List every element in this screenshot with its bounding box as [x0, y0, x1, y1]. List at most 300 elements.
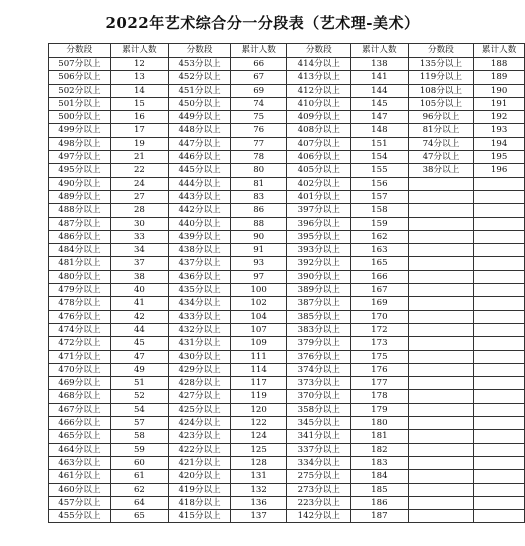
cumulative-count-cell: 191 — [474, 97, 525, 110]
score-range-cell: 476分以上 — [49, 310, 111, 323]
table-row — [49, 310, 525, 323]
cumulative-count-cell — [474, 483, 525, 496]
cumulative-count-cell: 44 — [110, 323, 169, 336]
score-range-cell: 414分以上 — [287, 58, 351, 71]
cumulative-count-cell: 86 — [230, 204, 287, 217]
score-range-cell: 448分以上 — [169, 124, 231, 137]
cumulative-count-cell: 181 — [351, 430, 409, 443]
score-range-cell: 431分以上 — [169, 337, 231, 350]
score-range-cell: 425分以上 — [169, 403, 231, 416]
cumulative-count-cell: 177 — [351, 377, 409, 390]
score-range-cell — [408, 443, 474, 456]
table-row — [49, 430, 525, 443]
cumulative-count-cell: 78 — [230, 151, 287, 164]
score-range-cell: 427分以上 — [169, 390, 231, 403]
cumulative-count-cell: 114 — [230, 363, 287, 376]
score-range-cell: 480分以上 — [49, 270, 111, 283]
cumulative-count-cell: 12 — [110, 58, 169, 71]
score-range-cell: 396分以上 — [287, 217, 351, 230]
score-range-cell: 408分以上 — [287, 124, 351, 137]
cumulative-count-cell: 131 — [230, 470, 287, 483]
score-range-cell: 108分以上 — [408, 84, 474, 97]
score-range-cell: 488分以上 — [49, 204, 111, 217]
cumulative-count-cell — [474, 350, 525, 363]
cumulative-count-cell: 188 — [474, 58, 525, 71]
score-range-cell: 451分以上 — [169, 84, 231, 97]
cumulative-count-cell: 81 — [230, 177, 287, 190]
score-range-cell — [408, 510, 474, 523]
score-range-cell — [408, 337, 474, 350]
cumulative-count-cell: 190 — [474, 84, 525, 97]
cumulative-count-cell: 147 — [351, 111, 409, 124]
score-range-cell: 499分以上 — [49, 124, 111, 137]
cumulative-count-cell: 138 — [351, 58, 409, 71]
table-row — [49, 217, 525, 230]
score-range-cell — [408, 217, 474, 230]
cumulative-count-cell: 169 — [351, 297, 409, 310]
score-range-cell: 465分以上 — [49, 430, 111, 443]
score-range-cell: 376分以上 — [287, 350, 351, 363]
score-range-cell: 455分以上 — [49, 510, 111, 523]
cumulative-count-cell: 66 — [230, 58, 287, 71]
cumulative-count-cell: 15 — [110, 97, 169, 110]
table-row — [49, 337, 525, 350]
cumulative-count-cell: 77 — [230, 137, 287, 150]
score-range-cell: 418分以上 — [169, 496, 231, 509]
score-range-cell: 440分以上 — [169, 217, 231, 230]
cumulative-count-cell: 183 — [351, 456, 409, 469]
cumulative-count-cell: 65 — [110, 510, 169, 523]
cumulative-count-cell: 166 — [351, 270, 409, 283]
score-range-cell — [408, 270, 474, 283]
score-range-cell — [408, 403, 474, 416]
score-range-cell: 38分以上 — [408, 164, 474, 177]
score-range-cell — [408, 417, 474, 430]
score-range-cell: 450分以上 — [169, 97, 231, 110]
score-range-cell: 420分以上 — [169, 470, 231, 483]
score-range-cell — [408, 257, 474, 270]
score-range-cell — [408, 204, 474, 217]
table-row — [49, 323, 525, 336]
cumulative-count-cell: 21 — [110, 151, 169, 164]
cumulative-count-cell: 194 — [474, 137, 525, 150]
cumulative-count-cell: 100 — [230, 284, 287, 297]
table-body — [49, 58, 525, 523]
cumulative-count-cell — [474, 337, 525, 350]
score-range-cell: 498分以上 — [49, 137, 111, 150]
cumulative-count-cell: 41 — [110, 297, 169, 310]
score-range-cell — [408, 230, 474, 243]
score-range-cell: 463分以上 — [49, 456, 111, 469]
cumulative-count-cell: 93 — [230, 257, 287, 270]
score-range-cell: 345分以上 — [287, 417, 351, 430]
score-range-cell: 446分以上 — [169, 151, 231, 164]
table-row — [49, 58, 525, 71]
score-range-cell — [408, 177, 474, 190]
score-range-cell: 502分以上 — [49, 84, 111, 97]
cumulative-count-cell: 104 — [230, 310, 287, 323]
score-range-cell: 389分以上 — [287, 284, 351, 297]
score-range-cell — [408, 363, 474, 376]
cumulative-count-cell: 159 — [351, 217, 409, 230]
score-range-cell: 374分以上 — [287, 363, 351, 376]
cumulative-count-cell: 187 — [351, 510, 409, 523]
score-range-cell: 467分以上 — [49, 403, 111, 416]
cumulative-count-cell: 193 — [474, 124, 525, 137]
cumulative-count-cell: 27 — [110, 190, 169, 203]
cumulative-count-cell: 49 — [110, 363, 169, 376]
header-cumulative-count: 累计人数 — [230, 44, 287, 58]
cumulative-count-cell: 62 — [110, 483, 169, 496]
score-range-cell: 471分以上 — [49, 350, 111, 363]
cumulative-count-cell: 74 — [230, 97, 287, 110]
score-range-cell — [408, 350, 474, 363]
table-row — [49, 510, 525, 523]
score-range-cell — [408, 470, 474, 483]
cumulative-count-cell: 182 — [351, 443, 409, 456]
cumulative-count-cell: 167 — [351, 284, 409, 297]
cumulative-count-cell: 69 — [230, 84, 287, 97]
table-row — [49, 244, 525, 257]
cumulative-count-cell: 24 — [110, 177, 169, 190]
cumulative-count-cell: 14 — [110, 84, 169, 97]
cumulative-count-cell: 189 — [474, 71, 525, 84]
score-range-cell: 405分以上 — [287, 164, 351, 177]
cumulative-count-cell: 61 — [110, 470, 169, 483]
header-score-range: 分数段 — [169, 44, 231, 58]
cumulative-count-cell: 120 — [230, 403, 287, 416]
cumulative-count-cell: 67 — [230, 71, 287, 84]
table-row — [49, 363, 525, 376]
table-row — [49, 151, 525, 164]
score-range-cell: 373分以上 — [287, 377, 351, 390]
cumulative-count-cell: 122 — [230, 417, 287, 430]
cumulative-count-cell: 184 — [351, 470, 409, 483]
cumulative-count-cell — [474, 417, 525, 430]
cumulative-count-cell: 83 — [230, 190, 287, 203]
cumulative-count-cell: 80 — [230, 164, 287, 177]
cumulative-count-cell: 109 — [230, 337, 287, 350]
score-range-cell: 135分以上 — [408, 58, 474, 71]
score-range-cell: 466分以上 — [49, 417, 111, 430]
score-range-cell: 495分以上 — [49, 164, 111, 177]
cumulative-count-cell: 137 — [230, 510, 287, 523]
score-range-cell: 275分以上 — [287, 470, 351, 483]
score-range-cell: 390分以上 — [287, 270, 351, 283]
score-range-cell: 460分以上 — [49, 483, 111, 496]
header-cumulative-count: 累计人数 — [351, 44, 409, 58]
score-range-cell: 452分以上 — [169, 71, 231, 84]
header-score-range: 分数段 — [287, 44, 351, 58]
score-range-cell — [408, 390, 474, 403]
score-range-cell: 419分以上 — [169, 483, 231, 496]
score-range-cell: 434分以上 — [169, 297, 231, 310]
score-range-cell: 409分以上 — [287, 111, 351, 124]
header-cumulative-count: 累计人数 — [110, 44, 169, 58]
score-range-cell: 105分以上 — [408, 97, 474, 110]
score-range-cell: 429分以上 — [169, 363, 231, 376]
score-range-cell: 74分以上 — [408, 137, 474, 150]
table-row — [49, 456, 525, 469]
score-range-cell: 481分以上 — [49, 257, 111, 270]
score-range-cell: 358分以上 — [287, 403, 351, 416]
score-range-cell: 428分以上 — [169, 377, 231, 390]
score-range-cell: 489分以上 — [49, 190, 111, 203]
score-distribution-table — [48, 43, 525, 523]
score-range-cell: 412分以上 — [287, 84, 351, 97]
score-range-cell: 142分以上 — [287, 510, 351, 523]
score-range-cell: 500分以上 — [49, 111, 111, 124]
cumulative-count-cell — [474, 297, 525, 310]
score-range-cell: 484分以上 — [49, 244, 111, 257]
cumulative-count-cell: 145 — [351, 97, 409, 110]
score-range-cell: 438分以上 — [169, 244, 231, 257]
cumulative-count-cell: 51 — [110, 377, 169, 390]
table-row — [49, 390, 525, 403]
cumulative-count-cell: 173 — [351, 337, 409, 350]
header-cumulative-count: 累计人数 — [474, 44, 525, 58]
score-range-cell: 442分以上 — [169, 204, 231, 217]
cumulative-count-cell: 34 — [110, 244, 169, 257]
score-range-cell: 486分以上 — [49, 230, 111, 243]
cumulative-count-cell: 60 — [110, 456, 169, 469]
cumulative-count-cell — [474, 496, 525, 509]
cumulative-count-cell: 57 — [110, 417, 169, 430]
table-row — [49, 257, 525, 270]
score-range-cell: 415分以上 — [169, 510, 231, 523]
cumulative-count-cell: 117 — [230, 377, 287, 390]
cumulative-count-cell — [474, 217, 525, 230]
table-row — [49, 297, 525, 310]
score-range-cell: 445分以上 — [169, 164, 231, 177]
cumulative-count-cell: 88 — [230, 217, 287, 230]
score-range-cell: 470分以上 — [49, 363, 111, 376]
cumulative-count-cell: 157 — [351, 190, 409, 203]
cumulative-count-cell: 141 — [351, 71, 409, 84]
table-row — [49, 97, 525, 110]
score-range-cell — [408, 456, 474, 469]
cumulative-count-cell: 186 — [351, 496, 409, 509]
cumulative-count-cell: 185 — [351, 483, 409, 496]
score-range-cell: 449分以上 — [169, 111, 231, 124]
cumulative-count-cell: 58 — [110, 430, 169, 443]
cumulative-count-cell: 64 — [110, 496, 169, 509]
score-range-cell: 387分以上 — [287, 297, 351, 310]
score-range-cell: 436分以上 — [169, 270, 231, 283]
cumulative-count-cell: 19 — [110, 137, 169, 150]
cumulative-count-cell — [474, 456, 525, 469]
score-range-cell: 337分以上 — [287, 443, 351, 456]
cumulative-count-cell: 176 — [351, 363, 409, 376]
score-range-cell: 469分以上 — [49, 377, 111, 390]
score-range-cell: 444分以上 — [169, 177, 231, 190]
score-range-cell: 437分以上 — [169, 257, 231, 270]
score-range-cell: 273分以上 — [287, 483, 351, 496]
table-row — [49, 417, 525, 430]
cumulative-count-cell: 76 — [230, 124, 287, 137]
table-row — [49, 177, 525, 190]
cumulative-count-cell: 22 — [110, 164, 169, 177]
cumulative-count-cell — [474, 284, 525, 297]
cumulative-count-cell: 154 — [351, 151, 409, 164]
cumulative-count-cell: 59 — [110, 443, 169, 456]
cumulative-count-cell: 119 — [230, 390, 287, 403]
score-range-cell: 478分以上 — [49, 297, 111, 310]
score-range-cell: 392分以上 — [287, 257, 351, 270]
table-row — [49, 270, 525, 283]
score-range-cell — [408, 190, 474, 203]
score-range-cell — [408, 310, 474, 323]
cumulative-count-cell: 45 — [110, 337, 169, 350]
cumulative-count-cell: 47 — [110, 350, 169, 363]
cumulative-count-cell — [474, 510, 525, 523]
score-range-cell — [408, 377, 474, 390]
score-range-cell: 370分以上 — [287, 390, 351, 403]
table-row — [49, 403, 525, 416]
score-range-cell: 395分以上 — [287, 230, 351, 243]
table-row — [49, 443, 525, 456]
score-range-cell: 479分以上 — [49, 284, 111, 297]
cumulative-count-cell: 90 — [230, 230, 287, 243]
score-range-cell: 423分以上 — [169, 430, 231, 443]
score-range-cell: 435分以上 — [169, 284, 231, 297]
table-row — [49, 284, 525, 297]
score-range-cell: 47分以上 — [408, 151, 474, 164]
cumulative-count-cell — [474, 190, 525, 203]
score-range-cell: 401分以上 — [287, 190, 351, 203]
cumulative-count-cell: 196 — [474, 164, 525, 177]
cumulative-count-cell — [474, 230, 525, 243]
cumulative-count-cell: 178 — [351, 390, 409, 403]
cumulative-count-cell: 16 — [110, 111, 169, 124]
table-row — [49, 137, 525, 150]
score-range-cell — [408, 297, 474, 310]
score-range-cell: 393分以上 — [287, 244, 351, 257]
table-row — [49, 230, 525, 243]
cumulative-count-cell: 144 — [351, 84, 409, 97]
cumulative-count-cell — [474, 257, 525, 270]
page-title: 2022年艺术综合分一分段表（艺术理-美术） — [105, 14, 420, 32]
table-row — [49, 350, 525, 363]
cumulative-count-cell: 107 — [230, 323, 287, 336]
score-range-cell: 487分以上 — [49, 217, 111, 230]
score-range-cell: 457分以上 — [49, 496, 111, 509]
cumulative-count-cell: 165 — [351, 257, 409, 270]
table-row — [49, 71, 525, 84]
cumulative-count-cell: 38 — [110, 270, 169, 283]
score-range-cell: 422分以上 — [169, 443, 231, 456]
cumulative-count-cell: 37 — [110, 257, 169, 270]
cumulative-count-cell — [474, 204, 525, 217]
score-range-cell: 379分以上 — [287, 337, 351, 350]
cumulative-count-cell: 148 — [351, 124, 409, 137]
cumulative-count-cell — [474, 470, 525, 483]
score-range-cell: 421分以上 — [169, 456, 231, 469]
score-range-cell: 439分以上 — [169, 230, 231, 243]
score-range-cell: 464分以上 — [49, 443, 111, 456]
table-row — [49, 124, 525, 137]
header-score-range: 分数段 — [49, 44, 111, 58]
cumulative-count-cell: 179 — [351, 403, 409, 416]
header-score-range: 分数段 — [408, 44, 474, 58]
table-row — [49, 496, 525, 509]
table-row — [49, 377, 525, 390]
score-range-cell: 447分以上 — [169, 137, 231, 150]
score-range-cell: 81分以上 — [408, 124, 474, 137]
score-range-cell — [408, 430, 474, 443]
score-range-cell — [408, 244, 474, 257]
cumulative-count-cell — [474, 310, 525, 323]
score-range-cell: 119分以上 — [408, 71, 474, 84]
cumulative-count-cell — [474, 323, 525, 336]
cumulative-count-cell: 162 — [351, 230, 409, 243]
cumulative-count-cell: 75 — [230, 111, 287, 124]
score-range-cell — [408, 284, 474, 297]
cumulative-count-cell: 151 — [351, 137, 409, 150]
cumulative-count-cell: 158 — [351, 204, 409, 217]
score-range-cell: 410分以上 — [287, 97, 351, 110]
table-row — [49, 111, 525, 124]
cumulative-count-cell: 97 — [230, 270, 287, 283]
score-range-cell: 397分以上 — [287, 204, 351, 217]
cumulative-count-cell: 30 — [110, 217, 169, 230]
score-range-cell: 383分以上 — [287, 323, 351, 336]
cumulative-count-cell: 155 — [351, 164, 409, 177]
cumulative-count-cell: 52 — [110, 390, 169, 403]
cumulative-count-cell: 102 — [230, 297, 287, 310]
score-range-cell — [408, 483, 474, 496]
cumulative-count-cell: 180 — [351, 417, 409, 430]
score-range-cell: 507分以上 — [49, 58, 111, 71]
cumulative-count-cell — [474, 177, 525, 190]
score-range-cell: 490分以上 — [49, 177, 111, 190]
score-range-cell: 385分以上 — [287, 310, 351, 323]
cumulative-count-cell: 195 — [474, 151, 525, 164]
cumulative-count-cell — [474, 377, 525, 390]
score-range-cell: 433分以上 — [169, 310, 231, 323]
cumulative-count-cell: 91 — [230, 244, 287, 257]
cumulative-count-cell: 128 — [230, 456, 287, 469]
score-range-cell: 453分以上 — [169, 58, 231, 71]
cumulative-count-cell — [474, 270, 525, 283]
score-range-cell: 443分以上 — [169, 190, 231, 203]
table-row — [49, 164, 525, 177]
table-row — [49, 483, 525, 496]
cumulative-count-cell — [474, 390, 525, 403]
score-range-cell: 334分以上 — [287, 456, 351, 469]
score-range-cell: 406分以上 — [287, 151, 351, 164]
score-range-cell: 424分以上 — [169, 417, 231, 430]
score-range-cell: 497分以上 — [49, 151, 111, 164]
cumulative-count-cell: 40 — [110, 284, 169, 297]
score-range-cell: 468分以上 — [49, 390, 111, 403]
score-range-cell: 501分以上 — [49, 97, 111, 110]
cumulative-count-cell: 172 — [351, 323, 409, 336]
score-range-cell: 407分以上 — [287, 137, 351, 150]
cumulative-count-cell: 175 — [351, 350, 409, 363]
score-range-cell: 506分以上 — [49, 71, 111, 84]
cumulative-count-cell: 170 — [351, 310, 409, 323]
cumulative-count-cell — [474, 363, 525, 376]
score-range-cell: 472分以上 — [49, 337, 111, 350]
score-range-cell: 430分以上 — [169, 350, 231, 363]
score-range-cell: 341分以上 — [287, 430, 351, 443]
cumulative-count-cell: 132 — [230, 483, 287, 496]
cumulative-count-cell — [474, 403, 525, 416]
score-range-cell: 474分以上 — [49, 323, 111, 336]
table-header-row — [49, 44, 525, 58]
cumulative-count-cell — [474, 443, 525, 456]
